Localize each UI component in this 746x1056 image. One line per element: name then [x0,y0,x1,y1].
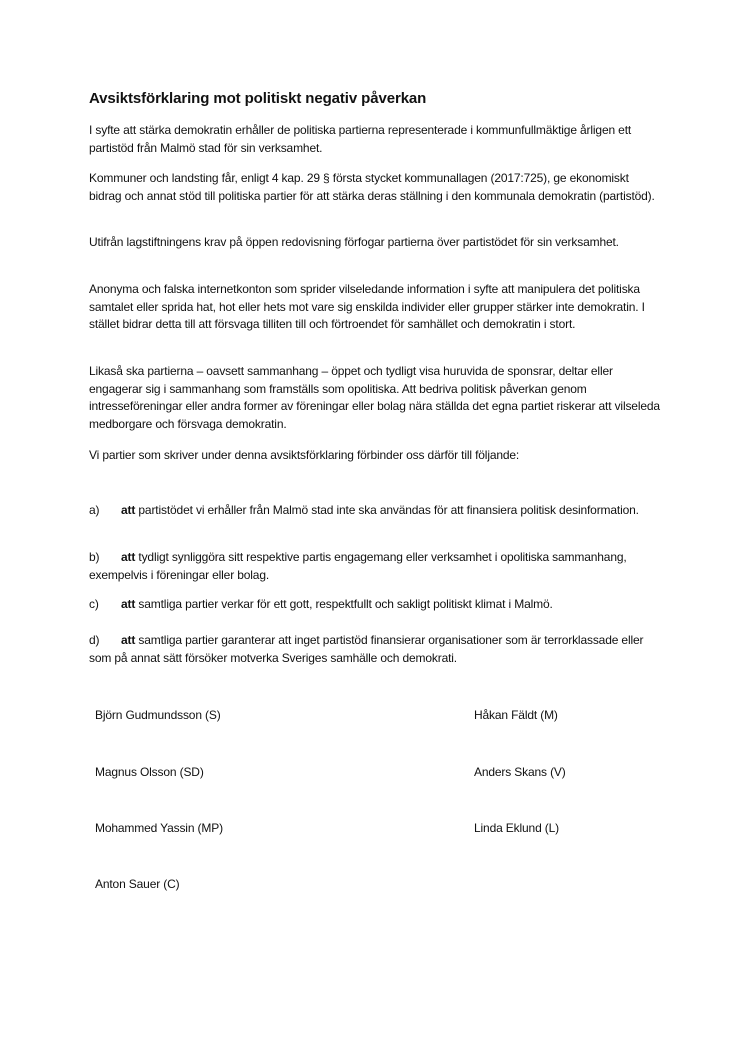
paragraph-disclosure: Utifrån lagstiftningens krav på öppen redovisning förfogar partierna över partistödet för sin verksamhet. [89,235,619,249]
list-marker: b) [89,550,100,564]
commitment-text: samtliga partier verkar för ett gott, respektfullt och sakligt politiskt klimat i Malmö. [135,597,553,611]
commitment-item-a [89,502,661,520]
commitment-text: tydligt synliggöra sitt respektive partis engagemang eller verksamhet i opolitiska sammanhang, exempelvis i föreningar eller bolag. [89,550,627,582]
commitment-text: partistödet vi erhåller från Malmö stad inte ska användas för att finansiera politisk desinformation. [135,503,639,517]
paragraph-transparency: Likaså ska partierna – oavsett sammanhang – öppet och tydligt visa huruvida de sponsrar, deltar eller engagerar sig i sammanhang som framställs som opolitiska. Att bedriva politisk påverkan genom intresseföreningar eller andra former av föreningar eller bolag nära ställda det egna partiet riskerar att vilseleda medborgare och försvaga demokratin. [89,364,660,431]
list-marker: a) [89,503,100,517]
signatory-name: Linda Eklund (L) [474,821,559,835]
commitment-text: samtliga partier garanterar att inget partistöd finansierar organisationer som är terrorklassade eller som på annat sätt försöker motverka Sveriges samhälle och demokrati. [89,633,644,665]
commitment-keyword: att [121,503,136,517]
commitment-keyword: att [121,550,136,564]
commitment-keyword: att [121,633,136,647]
paragraph-intro: I syfte att stärka demokratin erhåller de politiska partierna representerade i kommunfullmäktige årligen ett partistöd från Malmö stad för sin verksamhet. [89,123,632,155]
paragraph-legal-basis: Kommuner och landsting får, enligt 4 kap. 29 § första stycket kommunallagen (2017:725), ge ekonomiskt bidrag och annat stöd till politiska partier för att stärka deras ställning i den kommunala demokratin (partistöd). [89,171,655,203]
signatory-name: Mohammed Yassin (MP) [95,821,223,835]
document-title: Avsiktsförklaring mot politiskt negativ påverkan [89,90,427,107]
commitment-keyword: att [121,597,136,611]
signatory-name: Håkan Fäldt (M) [474,708,558,722]
paragraph-anonymous-accounts: Anonyma och falska internetkonton som sprider vilseledande information i syfte att manipulera det politiska samtalet eller sprida hat, hot eller hets mot vare sig enskilda individer eller grupper stärker inte demokratin. I stället bidrar detta till att försvaga tilliten till och förtroendet för samhället och demokratin i stort. [89,282,645,331]
signatory-name: Anders Skans (V) [474,765,566,779]
list-marker: c) [89,597,99,611]
commitment-item-b [89,549,661,584]
signatory-name: Magnus Olsson (SD) [95,765,204,779]
signatory-name: Anton Sauer (C) [95,877,180,891]
signatory-name: Björn Gudmundsson (S) [95,708,221,722]
commitment-item-c [89,596,661,614]
commitment-item-d [89,632,661,667]
paragraph-commitment-intro: Vi partier som skriver under denna avsiktsförklaring förbinder oss därför till följande: [89,448,520,462]
list-marker: d) [89,633,100,647]
